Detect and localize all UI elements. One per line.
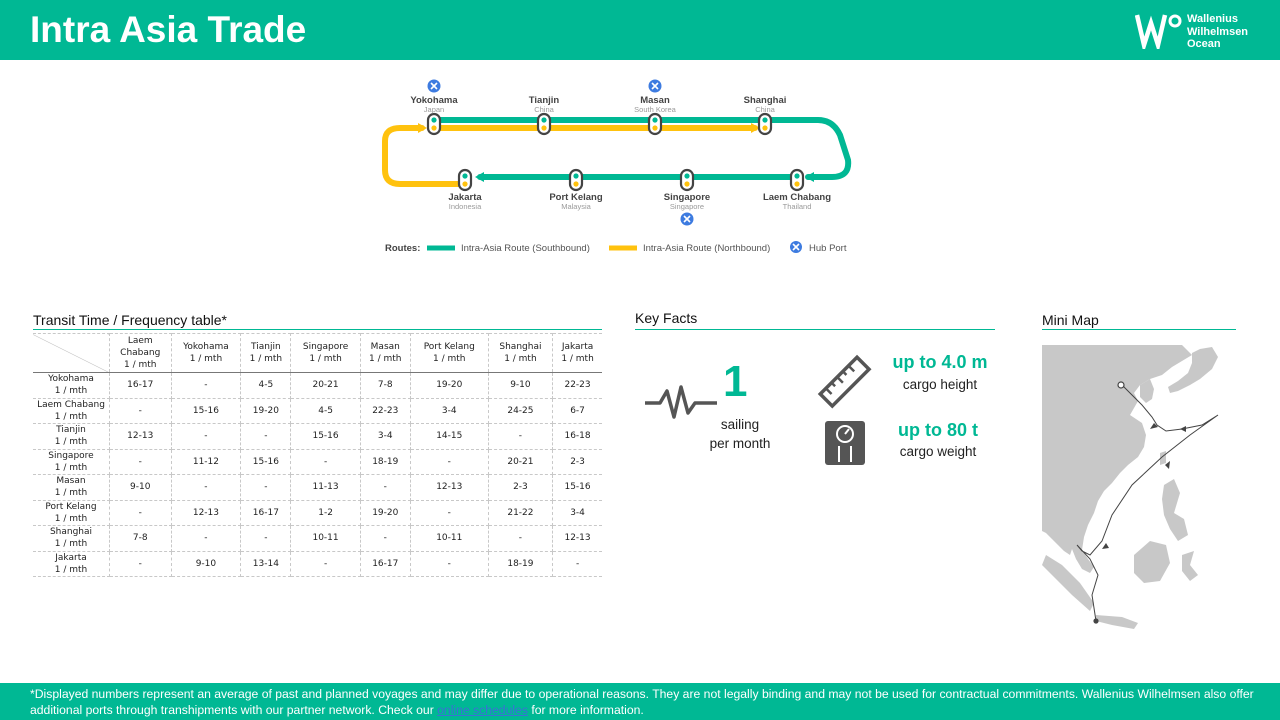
- table-cell: 19-20: [360, 500, 410, 526]
- cargo-height-value: up to 4.0 m: [892, 352, 988, 372]
- cargo-weight-value: up to 80 t: [898, 420, 978, 440]
- table-cell: 10-11: [291, 526, 360, 552]
- port-country: Indonesia: [448, 202, 482, 211]
- table-cell: -: [488, 424, 552, 450]
- column-header: [291, 334, 360, 373]
- column-header-name: Yokohama: [183, 342, 229, 352]
- column-header: [171, 334, 241, 373]
- scale-icon: [825, 421, 865, 465]
- table-cell: 20-21: [291, 373, 360, 399]
- hub-port-icon: [790, 241, 802, 253]
- column-header: [110, 334, 172, 373]
- table-cell: 21-22: [488, 500, 552, 526]
- sailing-label: sailing per month: [709, 417, 771, 451]
- table-cell: 18-19: [360, 449, 410, 475]
- table-cell: 7-8: [110, 526, 172, 552]
- table-cell: 10-11: [410, 526, 488, 552]
- mini-map: [1042, 345, 1236, 635]
- legend-hub-label: Hub Port: [809, 243, 847, 254]
- row-header-frequency: 1 / mth: [54, 513, 88, 524]
- column-header-name: Laem Chabang: [120, 336, 161, 358]
- table-cell: 14-15: [410, 424, 488, 450]
- cargo-height-label: cargo height: [902, 377, 978, 392]
- table-cell: -: [171, 475, 241, 501]
- port-name: Tianjin: [528, 95, 560, 106]
- table-cell: 3-4: [360, 424, 410, 450]
- footer-disclaimer: *Displayed numbers represent an average of past and planned voyages and may differ due to operational reasons. They are not legally binding and may not be used for contractual commitments. Wallenius Wilhelmsen also offer additional ports through transhipments with our partner network. Check our online schedules for more information.: [30, 687, 1254, 717]
- column-header-name: Tianjin: [251, 342, 281, 352]
- page-title: Intra Asia Trade: [30, 9, 307, 50]
- table-cell: 4-5: [241, 373, 291, 399]
- column-header-name: Masan: [370, 342, 400, 352]
- table-cell: 15-16: [553, 475, 602, 501]
- port-country: Thailand: [782, 202, 812, 211]
- cargo-weight-label: cargo weight: [899, 444, 977, 459]
- port-marker: [791, 170, 803, 190]
- column-header-name: Singapore: [302, 342, 349, 352]
- column-header-frequency: 1 / mth: [189, 354, 223, 364]
- transit-table-rule: [33, 329, 602, 330]
- transit-table-title: Transit Time / Frequency table*: [33, 312, 228, 328]
- table-cell: -: [241, 526, 291, 552]
- row-header: [33, 500, 110, 526]
- online-schedules-link[interactable]: online schedules: [437, 703, 528, 717]
- table-cell: -: [360, 475, 410, 501]
- table-cell: 7-8: [360, 373, 410, 399]
- table-cell: 16-17: [241, 500, 291, 526]
- table-cell: 16-18: [553, 424, 602, 450]
- table-cell: -: [410, 500, 488, 526]
- port-marker: [681, 170, 693, 190]
- row-header-name: Jakarta: [55, 552, 87, 563]
- column-header: [241, 334, 291, 373]
- table-cell: 19-20: [410, 373, 488, 399]
- hub-port-icon: [649, 80, 662, 93]
- legend-routes-label: Routes:: [385, 243, 421, 254]
- table-cell: 4-5: [291, 398, 360, 424]
- row-header: [33, 449, 110, 475]
- hub-port-icon: [428, 80, 441, 93]
- table-cell: 11-13: [291, 475, 360, 501]
- table-cell: -: [110, 398, 172, 424]
- table-cell: 20-21: [488, 449, 552, 475]
- table-cell: -: [110, 449, 172, 475]
- mini-map-port: [1093, 618, 1098, 623]
- table-cell: -: [360, 526, 410, 552]
- port-name: Jakarta: [448, 192, 482, 203]
- table-cell: 22-23: [553, 373, 602, 399]
- column-header: [553, 334, 602, 373]
- row-header-name: Singapore: [48, 450, 94, 461]
- port-name: Port Kelang: [549, 192, 603, 203]
- table-cell: -: [110, 500, 172, 526]
- table-cell: 6-7: [553, 398, 602, 424]
- table-cell: 16-17: [360, 551, 410, 577]
- southbound-arrow: [475, 172, 484, 182]
- table-cell: 15-16: [291, 424, 360, 450]
- mini-map-rule: [1042, 329, 1236, 330]
- route-diagram: [0, 60, 1280, 330]
- table-cell: -: [171, 526, 241, 552]
- sailing-count: 1: [723, 357, 748, 406]
- port-name: Yokohama: [410, 95, 458, 106]
- table-cell: -: [241, 475, 291, 501]
- port-country: South Korea: [634, 105, 676, 114]
- wallenius-logo-icon: [1135, 13, 1183, 49]
- table-cell: 13-14: [241, 551, 291, 577]
- table-cell: 12-13: [410, 475, 488, 501]
- table-cell: -: [291, 449, 360, 475]
- table-cell: -: [171, 373, 241, 399]
- table-cell: -: [110, 551, 172, 577]
- table-cell: 9-10: [488, 373, 552, 399]
- table-cell: 12-13: [553, 526, 602, 552]
- port-marker: [428, 114, 440, 134]
- column-header-name: Jakarta: [561, 342, 594, 352]
- port-country: China: [534, 105, 554, 114]
- table-row: [33, 475, 602, 501]
- table-cell: 24-25: [488, 398, 552, 424]
- header-bar: [0, 0, 1280, 60]
- column-header-frequency: 1 / mth: [504, 354, 537, 364]
- table-cell: -: [488, 526, 552, 552]
- port-country: Singapore: [669, 202, 705, 211]
- port-name: Shanghai: [743, 95, 787, 106]
- column-header-frequency: 1 / mth: [369, 354, 402, 364]
- table-cell: 9-10: [171, 551, 241, 577]
- port-marker: [570, 170, 582, 190]
- port-name: Laem Chabang: [762, 192, 832, 203]
- key-facts-rule: [635, 329, 995, 330]
- column-header-frequency: 1 / mth: [249, 354, 283, 364]
- table-cell: 12-13: [110, 424, 172, 450]
- table-cell: -: [553, 551, 602, 577]
- table-row: [33, 500, 602, 526]
- row-header-frequency: 1 / mth: [54, 411, 88, 422]
- row-header: [33, 424, 110, 450]
- table-cell: -: [291, 551, 360, 577]
- table-cell: 12-13: [171, 500, 241, 526]
- table-cell: 19-20: [241, 398, 291, 424]
- table-cell: 15-16: [241, 449, 291, 475]
- transit-table: [33, 333, 602, 577]
- column-header-frequency: 1 / mth: [309, 354, 342, 364]
- row-header-frequency: 1 / mth: [54, 539, 88, 550]
- table-cell: 15-16: [171, 398, 241, 424]
- row-header-frequency: 1 / mth: [54, 564, 88, 575]
- table-cell: 1-2: [291, 500, 360, 526]
- column-header: [410, 334, 488, 373]
- column-header-frequency: 1 / mth: [433, 354, 466, 364]
- table-cell: 2-3: [488, 475, 552, 501]
- legend-northbound-label: Intra-Asia Route (Northbound): [643, 243, 771, 254]
- table-cell: -: [241, 424, 291, 450]
- northbound-arrow: [418, 123, 427, 133]
- mini-map-title: Mini Map: [1042, 312, 1099, 328]
- row-header-name: Shanghai: [49, 527, 93, 538]
- table-cell: -: [410, 449, 488, 475]
- table-cell: -: [410, 551, 488, 577]
- table-cell: 16-17: [110, 373, 172, 399]
- column-header-name: Port Kelang: [423, 342, 475, 352]
- legend-southbound-label: Intra-Asia Route (Southbound): [461, 243, 590, 254]
- row-header-frequency: 1 / mth: [54, 437, 88, 448]
- port-country: China: [755, 105, 775, 114]
- row-header-frequency: 1 / mth: [54, 386, 88, 397]
- row-header: [33, 526, 110, 552]
- port-country: Malaysia: [561, 202, 591, 211]
- row-header-frequency: 1 / mth: [54, 462, 88, 473]
- row-header-name: Laem Chabang: [37, 399, 105, 410]
- hub-port-icon: [681, 213, 694, 226]
- table-cell: 3-4: [410, 398, 488, 424]
- column-header-frequency: 1 / mth: [124, 360, 157, 370]
- row-header: [33, 373, 110, 399]
- row-header-name: Port Kelang: [45, 501, 97, 512]
- logo-text: Wallenius Wilhelmsen Ocean: [1187, 13, 1249, 50]
- table-cell: -: [171, 424, 241, 450]
- row-header-name: Yokohama: [48, 374, 94, 385]
- table-cell: 9-10: [110, 475, 172, 501]
- table-cell: 2-3: [553, 449, 602, 475]
- column-header: [488, 334, 552, 373]
- table-row: [33, 526, 602, 552]
- footer-bar: [0, 683, 1280, 720]
- table-cell: 11-12: [171, 449, 241, 475]
- table-corner-cell: [33, 334, 110, 373]
- port-marker: [759, 114, 771, 134]
- row-header: [33, 475, 110, 501]
- row-header-name: Tianjin: [56, 425, 86, 436]
- table-cell: 18-19: [488, 551, 552, 577]
- row-header-frequency: 1 / mth: [54, 488, 88, 499]
- table-row: [33, 398, 602, 424]
- mini-map-port: [1118, 382, 1124, 388]
- column-header-name: Shanghai: [499, 342, 542, 352]
- port-marker: [538, 114, 550, 134]
- table-row: [33, 449, 602, 475]
- table-cell: 3-4: [553, 500, 602, 526]
- table-row: [33, 551, 602, 577]
- port-name: Masan: [640, 95, 670, 106]
- table-cell: 22-23: [360, 398, 410, 424]
- port-country: Japan: [423, 105, 445, 114]
- southbound-arrow: [805, 172, 814, 182]
- table-row: [33, 373, 602, 399]
- company-logo: [1135, 13, 1275, 53]
- row-header: [33, 551, 110, 577]
- port-marker: [649, 114, 661, 134]
- port-name: Singapore: [663, 192, 711, 203]
- column-header: [360, 334, 410, 373]
- row-header: [33, 398, 110, 424]
- port-marker: [459, 170, 471, 190]
- row-header-name: Masan: [56, 476, 86, 487]
- column-header-frequency: 1 / mth: [561, 354, 594, 364]
- key-facts-title: Key Facts: [635, 310, 698, 326]
- ruler-icon: [817, 354, 873, 410]
- table-row: [33, 424, 602, 450]
